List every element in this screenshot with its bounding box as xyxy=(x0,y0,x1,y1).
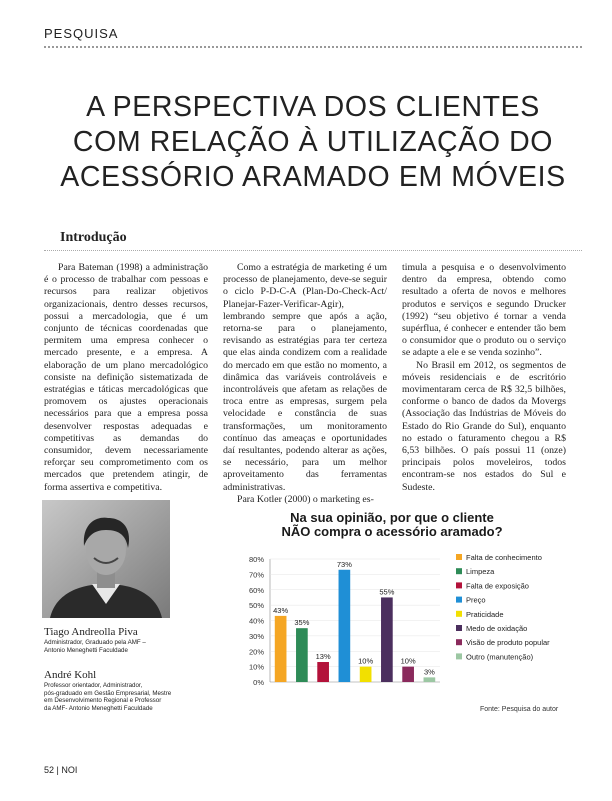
bar xyxy=(424,677,436,682)
chart-title-line: Na sua opinião, por que o cliente xyxy=(290,510,494,525)
section-label: PESQUISA xyxy=(44,26,119,41)
legend-swatch xyxy=(456,639,462,645)
author-desc-line: pós-graduado em Gestão Empresarial, Mestre xyxy=(44,689,172,697)
bar xyxy=(317,662,329,682)
data-label: 10% xyxy=(400,656,416,666)
author-description xyxy=(44,639,146,654)
y-tick-label: 40% xyxy=(248,616,264,626)
data-label: 10% xyxy=(358,656,374,666)
paragraph: timula a pesquisa e o desenvolvimento dentro da empresa, obtendo como resultado a oferta de novos e melhores produtos e serviços e segundo Drucker (1992) “seu objetivo é tornar a venda supérflua, é conhecer e entender tão bem o consumidor que o produto ou o serviço se adapte a ele e se venda sozinho”. xyxy=(402,262,566,359)
legend-label: Praticidade xyxy=(466,609,504,619)
author-desc-line: Administrador, Graduado pela AMF – xyxy=(44,639,146,646)
paragraph: Para Kotler (2000) o marketing es- xyxy=(237,493,374,505)
bar xyxy=(402,667,414,682)
legend-swatch xyxy=(456,653,462,659)
legend-label: Visão de produto popular xyxy=(466,638,550,648)
legend-label: Limpeza xyxy=(466,567,495,577)
legend-label: Medo de oxidação xyxy=(466,624,528,633)
legend-swatch xyxy=(456,582,462,588)
text-column-2 xyxy=(223,262,387,506)
bar xyxy=(360,667,372,682)
section-divider xyxy=(44,250,582,251)
y-tick-label: 60% xyxy=(248,585,264,595)
legend-swatch xyxy=(456,611,462,617)
legend-swatch xyxy=(456,568,462,574)
y-tick-label: 30% xyxy=(248,631,264,641)
author-block xyxy=(44,669,171,712)
title-line: ACESSÓRIO ARAMADO EM MÓVEIS xyxy=(60,161,566,193)
data-label: 73% xyxy=(336,559,352,569)
chart-source: Fonte: Pesquisa do autor xyxy=(480,706,559,713)
author-desc-line: em Desenvolvimento Regional e Professor xyxy=(44,697,162,705)
y-tick-label: 20% xyxy=(248,647,264,657)
text-column-3 xyxy=(402,262,566,494)
y-tick-label: 70% xyxy=(248,570,264,580)
paragraph: Para Bateman (1998) a administração é o processo de trabalhar com pessoas e recursos para realizar objetivos organizacionais, dentro desses recursos, possui a mercadologia, que é um conjunto de técnicas coordenadas que permitem uma empresa conhecer o mercado presente, e a empresa. A elaboração de um plano mercadológico consiste na definição sistematizada de estratégias e táticas mercadológicas que promovem os ajustes operacionais necessários para que a empresa possa desenvolver respostas adequadas e competitivas as demandas do consumidor, devem necessariamente reforçar seu comprometimento com os mercados que pretendem atingir, de forma assertiva e competitiva. xyxy=(44,262,208,493)
bar xyxy=(296,628,308,682)
data-label: 13% xyxy=(315,652,331,662)
legend-label: Falta de conhecimento xyxy=(466,553,542,562)
bar xyxy=(339,570,351,682)
section-heading: Introdução xyxy=(60,230,127,245)
title-line: A PERSPECTIVA DOS CLIENTES xyxy=(86,91,540,123)
bar-chart xyxy=(228,500,588,722)
chart-title-line: NÃO compra o acessório aramado? xyxy=(281,524,503,539)
legend-label: Outro (manutenção) xyxy=(466,652,534,662)
author-block xyxy=(44,626,146,654)
data-label: 3% xyxy=(423,667,435,677)
y-tick-label: 10% xyxy=(248,662,264,672)
data-label: 43% xyxy=(273,605,289,615)
legend-label: Falta de exposição xyxy=(466,581,529,591)
y-tick-label: 0% xyxy=(253,678,264,687)
bar xyxy=(275,616,287,682)
text-column-1 xyxy=(44,262,208,494)
y-tick-label: 80% xyxy=(248,555,264,564)
author-desc-line: Antonio Meneghetti Faculdade xyxy=(44,646,128,654)
legend-swatch xyxy=(456,554,462,560)
author-photo xyxy=(42,500,170,618)
author-name: Tiago Andreolla Piva xyxy=(44,626,138,638)
bar xyxy=(381,597,393,682)
title-line: COM RELAÇÃO À UTILIZAÇÃO DO xyxy=(72,126,554,158)
author-name: André Kohl xyxy=(44,669,97,681)
data-label: 35% xyxy=(294,618,310,628)
legend-swatch xyxy=(456,597,462,603)
author-desc-line: da AMF- Antonio Meneghetti Faculdade xyxy=(44,704,153,712)
paragraph: No Brasil em 2012, os segmentos de móveis residenciais e de escritório movimentaram cerca de R$ 32,5 bilhões, conforme o banco de dados da Movergs (Associação das Indústrias de Móveis do Estado do Rio Grande do Sul), enquanto no estado o faturamento chegou a R$ 6,53 bilhões. O país possui 11 (onze) principais polos moveleiros, todos encontram-se nos estados do Sul e Sudeste. xyxy=(402,359,566,493)
article-title xyxy=(44,90,582,195)
page-footer: 52 | NOI xyxy=(44,765,78,775)
legend-swatch xyxy=(456,625,462,631)
top-divider xyxy=(44,46,582,48)
y-tick-label: 50% xyxy=(248,601,264,611)
author-description xyxy=(44,682,171,712)
data-label: 55% xyxy=(379,587,395,597)
paragraph: Como a estratégia de marketing é um processo de planejamento, deve-se seguir o ciclo P-D-C-A (Plan-Do-Check-Act/ Planejar-Fazer-Verificar-Agir), lembrando sempre que após a ação, retorna-se para o planejamento, revisando as estratégias para ter certeza que elas ainda condizem com a realidade do mercado em que estão no momento, a dinâmica das variáveis controláveis e incontroláveis que afetam as relações de troca entre as empresas, surgem pela velocidade e constância de suas transformações, um monitoramento contínuo das ameaças e oportunidades daí resultantes, podendo alterar as ações, se necessário, para um melhor aproveitamento das ferramentas administrativas. xyxy=(223,262,387,493)
author-desc-line: Professor orientador, Administrador, xyxy=(44,682,143,689)
legend-label: Preço xyxy=(466,595,486,605)
